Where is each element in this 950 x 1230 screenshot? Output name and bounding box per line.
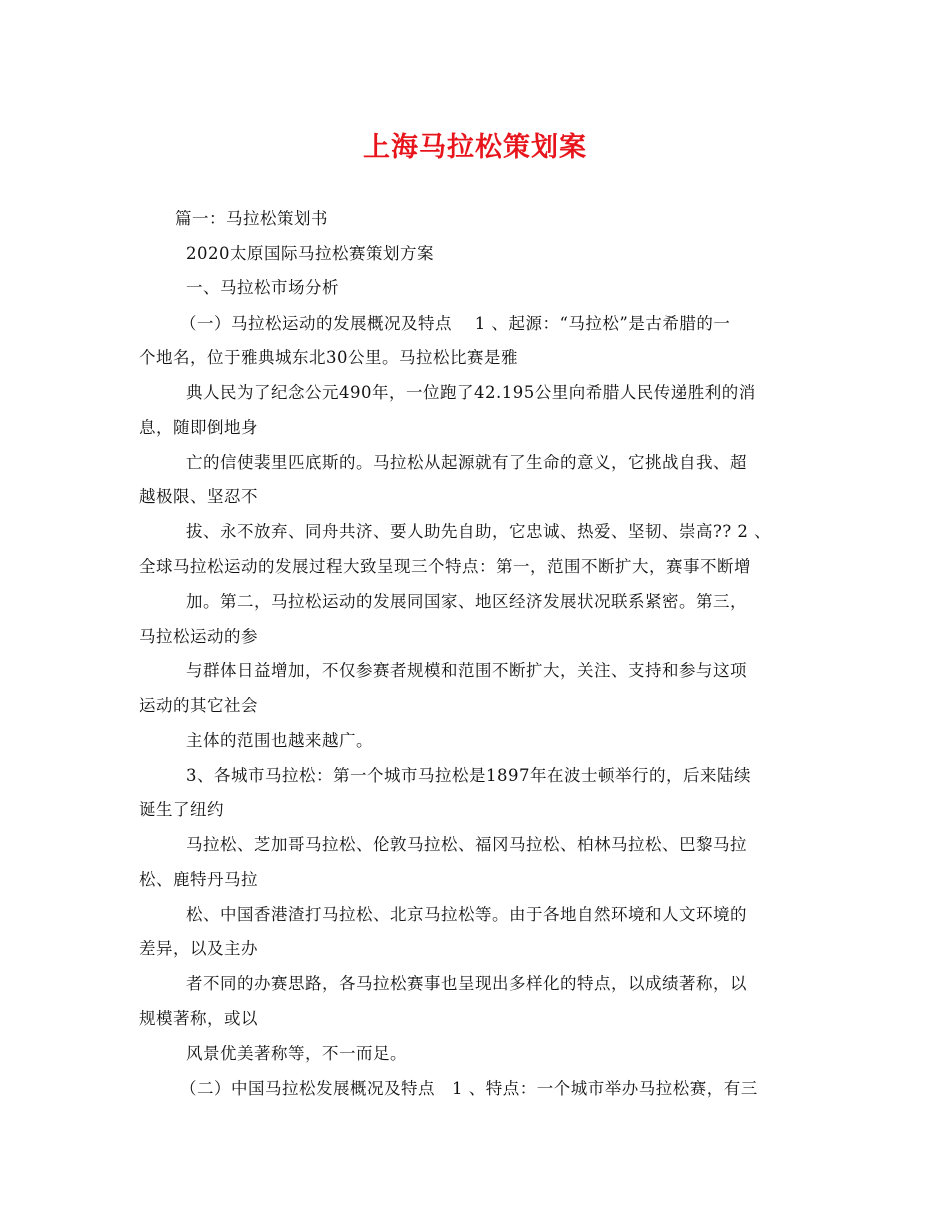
paragraph-line: 主体的范围也越来越广。	[186, 731, 373, 750]
paragraph-line: 全球马拉松运动的发展过程大致呈现三个特点：第一，范围不断扩大，赛事不断增	[139, 557, 751, 576]
paragraph-line: 加。第二，马拉松运动的发展同国家、地区经济发展状况联系紧密。第三，	[186, 592, 747, 611]
paragraph-line: 松、鹿特丹马拉	[139, 870, 258, 889]
paragraph-line: 风景优美著称等，不一而足。	[186, 1044, 407, 1063]
paragraph-line: 马拉松、芝加哥马拉松、伦敦马拉松、福冈马拉松、柏林马拉松、巴黎马拉	[186, 835, 747, 854]
document-title: 上海马拉松策划案	[363, 132, 587, 163]
paragraph-line: 2020太原国际马拉松赛策划方案	[186, 244, 434, 263]
paragraph-line: 息，随即倒地身	[139, 418, 258, 437]
paragraph-line: 差异，以及主办	[139, 939, 258, 958]
paragraph-line: （二）中国马拉松发展概况及特点 1 、特点：一个城市举办马拉松赛，有三	[180, 1079, 758, 1098]
paragraph-line: 篇一：马拉松策划书	[175, 209, 328, 228]
paragraph-line: 诞生了纽约	[139, 800, 224, 819]
paragraph-line: 典人民为了纪念公元490年，一位跑了42.195公里向希腊人民传递胜利的消	[186, 383, 756, 402]
paragraph-line: 运动的其它社会	[139, 696, 258, 715]
paragraph-line: 松、中国香港渣打马拉松、北京马拉松等。由于各地自然环境和人文环境的	[186, 905, 747, 924]
paragraph-line: 马拉松运动的参	[139, 627, 258, 646]
paragraph-line: 规模著称，或以	[139, 1009, 258, 1028]
paragraph-line: 亡的信使裴里匹底斯的。马拉松从起源就有了生命的意义，它挑战自我、超	[186, 453, 747, 472]
paragraph-line: 个地名，位于雅典城东北30公里。马拉松比赛是雅	[139, 348, 518, 367]
paragraph-line: （一）马拉松运动的发展概况及特点 1 、起源：“马拉松”是古希腊的一	[180, 314, 731, 333]
paragraph-line: 与群体日益增加，不仅参赛者规模和范围不断扩大，关注、支持和参与这项	[186, 661, 747, 680]
paragraph-line: 越极限、坚忍不	[139, 487, 258, 506]
paragraph-line: 3、各城市马拉松：第一个城市马拉松是1897年在波士顿举行的，后来陆续	[186, 766, 751, 785]
paragraph-line: 一、马拉松市场分析	[186, 278, 339, 297]
paragraph-line: 拔、永不放弃、同舟共济、要人助先自助，它忠诚、热爱、坚韧、崇高?? 2 、	[186, 522, 772, 541]
paragraph-line: 者不同的办赛思路，各马拉松赛事也呈现出多样化的特点，以成绩著称，以	[186, 974, 747, 993]
